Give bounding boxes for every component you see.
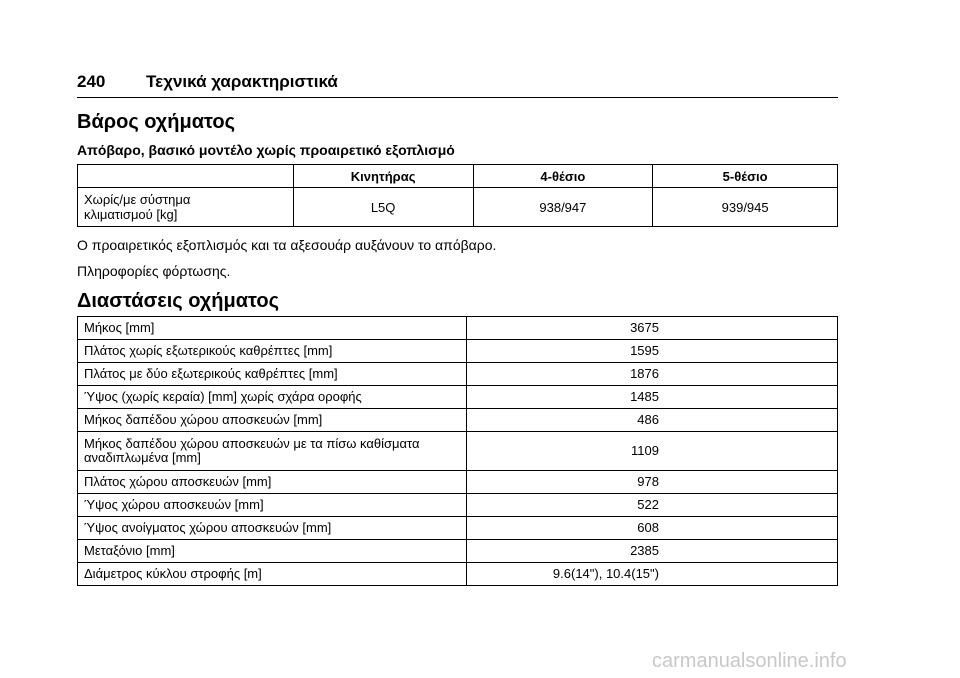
dimension-label: Ύψος χώρου αποσκευών [mm] [78,494,467,517]
dimension-label-line1: Μήκος δαπέδου χώρου αποσκευών με τα πίσω καθίσματα [84,436,420,451]
dimension-value: 1109 [467,432,838,471]
header-four-seat: 4-θέσιο [473,165,653,188]
table-row [78,409,838,432]
dimension-label: Μήκος δαπέδου χώρου αποσκευών [mm] [78,409,467,432]
table-row [78,386,838,409]
table-row [78,540,838,563]
dimensions-table [77,316,838,586]
table-row [78,517,838,540]
page-header [77,66,838,98]
dimension-label: Μεταξόνιο [mm] [78,540,467,563]
dimension-value: 1595 [467,340,838,363]
dimension-label: Πλάτος με δύο εξωτερικούς καθρέπτες [mm] [78,363,467,386]
loading-info-note: Πληροφορίες φόρτωσης. [77,263,231,279]
watermark: carmanualsonline.info [652,650,847,672]
dimension-value: 486 [467,409,838,432]
page-number: 240 [77,72,106,91]
engine-cell: L5Q [293,188,473,227]
optional-equipment-note: Ο προαιρετικός εξοπλισμός και τα αξεσουάρ αυξάνουν το απόβαρο. [77,237,497,253]
table-row [78,471,838,494]
dimension-value: 9.6(14"), 10.4(15") [467,563,838,586]
weight-table [77,164,838,227]
table-row [78,563,838,586]
table-row [78,340,838,363]
row-label-line1: Χωρίς/με σύστημα [84,192,191,207]
weight-subheading: Απόβαρο, βασικό μοντέλο χωρίς προαιρετικό εξοπλισμό [77,142,455,158]
dimension-label: Μήκος [mm] [78,317,467,340]
dimension-label: Πλάτος χώρου αποσκευών [mm] [78,471,467,494]
five-seat-cell: 939/945 [653,188,838,227]
table-row [78,363,838,386]
dimension-value: 3675 [467,317,838,340]
table-row [78,432,838,471]
row-label-line2: κλιματισμού [kg] [84,207,178,222]
header-five-seat: 5-θέσιο [653,165,838,188]
table-row [78,188,838,227]
dimension-label: Διάμετρος κύκλου στροφής [m] [78,563,467,586]
dimension-value: 522 [467,494,838,517]
row-label [78,188,294,227]
weight-table-header-row [78,165,838,188]
header-engine: Κινητήρας [293,165,473,188]
dimension-value: 608 [467,517,838,540]
weight-section-title: Βάρος οχήματος [77,111,236,133]
dimension-label-line2: αναδιπλωμένα [mm] [84,450,201,465]
dimension-label: Ύψος ανοίγματος χώρου αποσκευών [mm] [78,517,467,540]
dimension-value: 978 [467,471,838,494]
dimension-label: Ύψος (χωρίς κεραία) [mm] χωρίς σχάρα οροφής [78,386,467,409]
dimension-value: 1876 [467,363,838,386]
dimension-value: 2385 [467,540,838,563]
table-row [78,494,838,517]
table-row [78,317,838,340]
dimension-label [78,432,467,471]
dimension-value: 1485 [467,386,838,409]
dimension-label: Πλάτος χωρίς εξωτερικούς καθρέπτες [mm] [78,340,467,363]
chapter-title: Τεχνικά χαρακτηριστικά [146,72,338,91]
header-empty-cell [78,165,294,188]
four-seat-cell: 938/947 [473,188,653,227]
dimensions-section-title: Διαστάσεις οχήματος [77,290,280,312]
